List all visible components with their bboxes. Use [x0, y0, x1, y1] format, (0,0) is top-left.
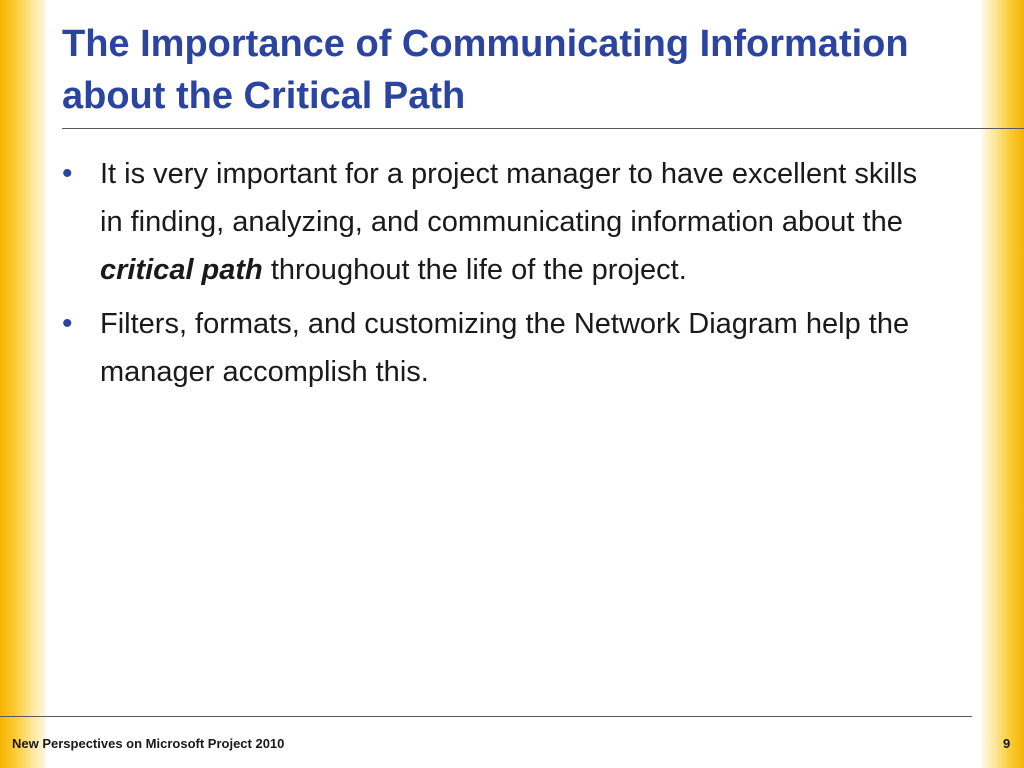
right-accent-bar [982, 0, 1024, 768]
bullet-list [62, 150, 942, 402]
bullet-1-emphasis: critical path [100, 254, 263, 286]
slide-title: The Importance of Communicating Information about the Critical Path [62, 23, 909, 117]
bullet-icon: • [62, 157, 73, 190]
bullet-1-text-after: throughout the life of the project. [262, 254, 687, 286]
bullet-item-1 [62, 150, 942, 294]
title-divider [62, 128, 1024, 129]
left-accent-bar [0, 0, 46, 768]
bullet-2-text: Filters, formats, and customizing the Network Diagram help the manager accomplish this. [100, 308, 910, 388]
footer-text: New Perspectives on Microsoft Project 2010 [12, 736, 285, 751]
bullet-icon: • [62, 307, 73, 340]
bullet-1-text-before: It is very important for a project manager to have excellent skills in finding, analyzing, and communicating information about the [100, 158, 918, 238]
bullet-item-2 [62, 300, 942, 396]
page-number: 9 [1003, 736, 1011, 751]
footer-divider [0, 716, 972, 717]
